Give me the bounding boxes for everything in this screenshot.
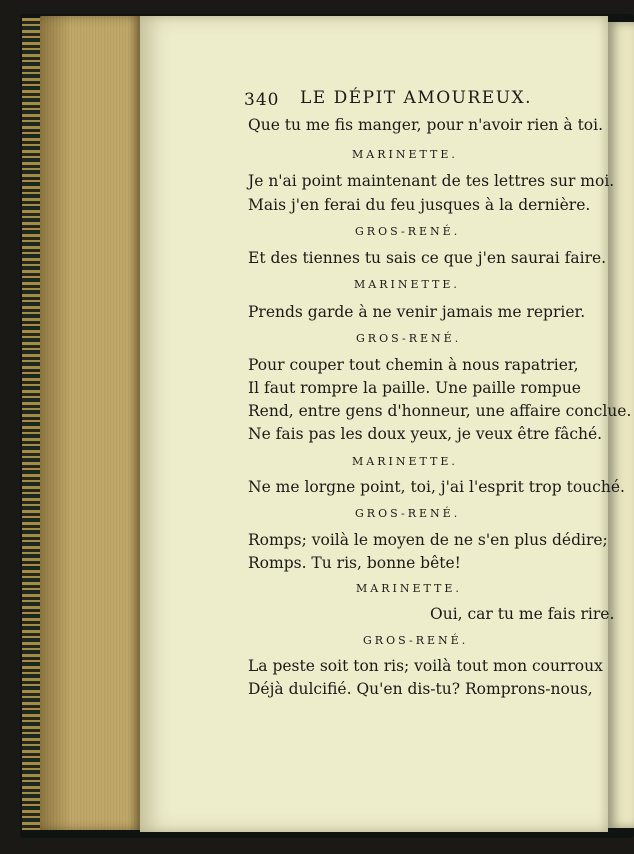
speaker-name: MARINETTE.: [354, 278, 460, 291]
verse-line: Oui, car tu me fais rire.: [430, 605, 615, 623]
verse-line: Romps; voilà le moyen de ne s'en plus dédire;: [248, 531, 608, 549]
speaker-name: MARINETTE.: [352, 455, 458, 468]
verse-line: Pour couper tout chemin à nous rapatrier,: [248, 356, 579, 374]
verse-line: Que tu me fis manger, pour n'avoir rien à toi.: [248, 116, 604, 134]
speaker-name: GROS-RENÉ.: [356, 332, 462, 345]
verse-line: Et des tiennes tu sais ce que j'en saurai faire.: [248, 249, 607, 267]
page-number: 340: [244, 90, 280, 110]
verse-line: Mais j'en ferai du feu jusques à la dernière.: [248, 196, 591, 214]
speaker-name: GROS-RENÉ.: [355, 507, 461, 520]
speaker-name: MARINETTE.: [352, 148, 458, 161]
book-page: [140, 16, 632, 832]
verse-line: Il faut rompre la paille. Une paille rompue: [248, 379, 581, 397]
speaker-name: MARINETTE.: [356, 582, 462, 595]
verse-line: La peste soit ton ris; voilà tout mon courroux: [248, 657, 603, 675]
running-title: LE DÉPIT AMOUREUX.: [300, 88, 533, 108]
facing-page: [608, 22, 634, 828]
verse-line: Romps. Tu ris, bonne bête!: [248, 554, 461, 572]
speaker-name: GROS-RENÉ.: [363, 634, 469, 647]
verse-line: Je n'ai point maintenant de tes lettres sur moi.: [248, 172, 615, 190]
verse-line: Ne fais pas les doux yeux, je veux être fâché.: [248, 425, 603, 443]
verse-line: Ne me lorgne point, toi, j'ai l'esprit trop touché.: [248, 478, 625, 496]
speaker-name: GROS-RENÉ.: [355, 225, 461, 238]
verse-line: Prends garde à ne venir jamais me reprier.: [248, 303, 586, 321]
verse-line: Rend, entre gens d'honneur, une affaire conclue.: [248, 402, 632, 420]
page-edges: [40, 16, 144, 830]
verse-line: Déjà dulcifié. Qu'en dis-tu? Romprons-nous,: [248, 680, 593, 698]
